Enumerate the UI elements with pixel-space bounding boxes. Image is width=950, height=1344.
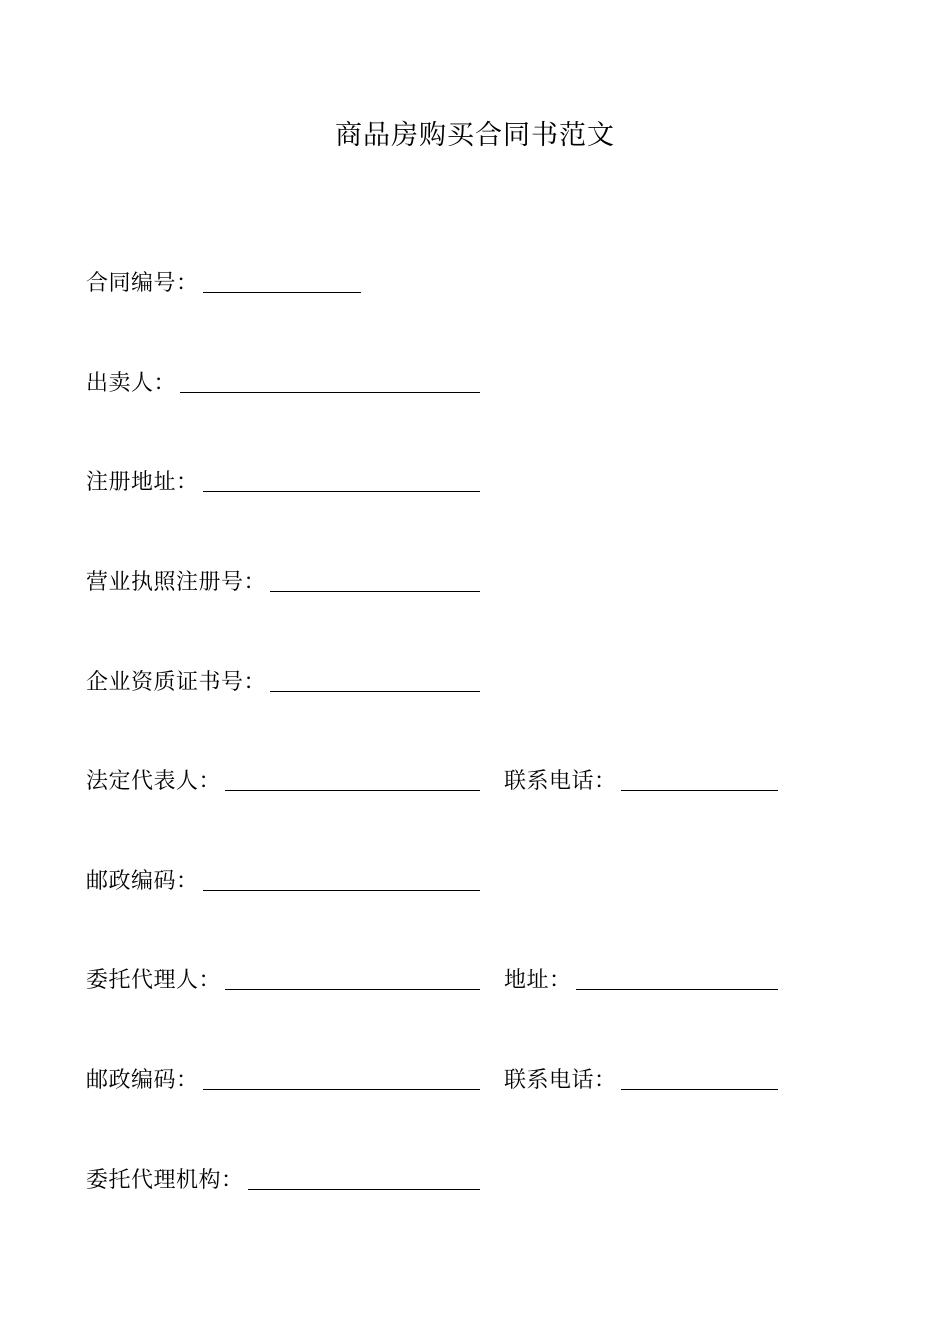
form-row-postal-code — [0, 862, 950, 902]
postal-code-label: 邮政编码： — [86, 869, 199, 894]
qualification-cert-label: 企业资质证书号： — [86, 670, 267, 695]
form-row-agency — [0, 1161, 950, 1201]
agent-postal-code-label: 邮政编码： — [86, 1068, 199, 1093]
legal-representative-label: 法定代表人： — [86, 769, 222, 794]
seller-phone-blank-line[interactable] — [621, 790, 778, 791]
form-row-agent-postal-code — [0, 1061, 950, 1101]
registered-address-field[interactable] — [86, 463, 480, 503]
legal-representative-blank-line[interactable] — [225, 790, 480, 791]
seller-blank-line[interactable] — [180, 392, 480, 393]
registered-address-blank-line[interactable] — [203, 491, 480, 492]
form-row-registered-address — [0, 463, 950, 503]
contract-number-blank-line[interactable] — [203, 292, 361, 293]
seller-label: 出卖人： — [86, 371, 177, 396]
business-license-blank-line[interactable] — [270, 591, 480, 592]
agent-postal-code-blank-line[interactable] — [203, 1089, 480, 1090]
form-row-seller — [0, 364, 950, 404]
document-title: 商品房购买合同书范文 — [335, 120, 615, 151]
agency-blank-line[interactable] — [248, 1189, 480, 1190]
form-row-authorized-agent — [0, 961, 950, 1001]
agency-field[interactable] — [86, 1161, 480, 1201]
agent-address-field[interactable] — [504, 961, 778, 1001]
qualification-cert-blank-line[interactable] — [270, 691, 480, 692]
agent-address-label: 地址： — [504, 968, 572, 993]
postal-code-blank-line[interactable] — [203, 890, 480, 891]
qualification-cert-field[interactable] — [86, 663, 480, 703]
agency-label: 委托代理机构： — [86, 1168, 244, 1193]
seller-phone-label: 联系电话： — [504, 769, 617, 794]
agent-phone-blank-line[interactable] — [621, 1089, 778, 1090]
form-row-business-license — [0, 563, 950, 603]
postal-code-field[interactable] — [86, 862, 480, 902]
form-row-contract-number — [0, 264, 950, 304]
legal-representative-field[interactable] — [86, 762, 480, 802]
form-row-qualification-cert — [0, 663, 950, 703]
business-license-field[interactable] — [86, 563, 480, 603]
contract-number-label: 合同编号： — [86, 271, 199, 296]
contract-number-field[interactable] — [86, 264, 361, 304]
authorized-agent-field[interactable] — [86, 961, 480, 1001]
form-row-legal-representative — [0, 762, 950, 802]
seller-field[interactable] — [86, 364, 480, 404]
agent-address-blank-line[interactable] — [576, 989, 778, 990]
business-license-label: 营业执照注册号： — [86, 570, 267, 595]
agent-phone-field[interactable] — [504, 1061, 778, 1101]
authorized-agent-label: 委托代理人： — [86, 968, 222, 993]
agent-phone-label: 联系电话： — [504, 1068, 617, 1093]
agent-postal-code-field[interactable] — [86, 1061, 480, 1101]
seller-phone-field[interactable] — [504, 762, 778, 802]
authorized-agent-blank-line[interactable] — [225, 989, 480, 990]
registered-address-label: 注册地址： — [86, 470, 199, 495]
